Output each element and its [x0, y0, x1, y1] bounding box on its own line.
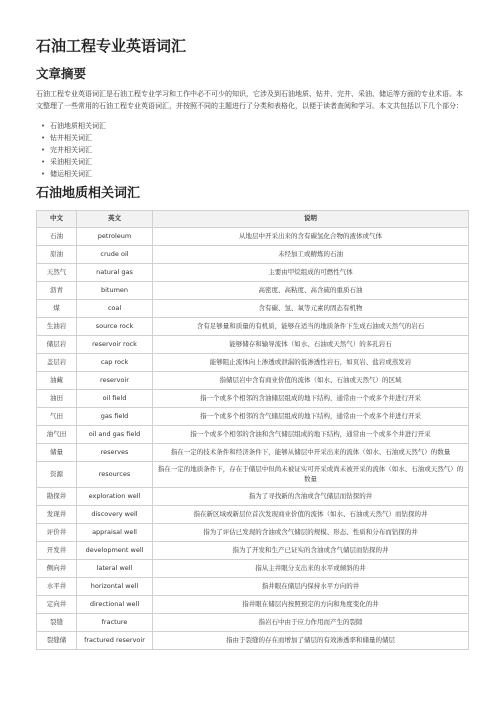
- cell-english: crude oil: [77, 246, 153, 264]
- table-row: [37, 318, 469, 336]
- column-header-english: 英文: [77, 211, 153, 228]
- table-row: [37, 300, 469, 318]
- list-item: • 完井相关词汇: [50, 144, 468, 156]
- table-row: [37, 282, 469, 300]
- cell-description: 指在新区域或新层位首次发现商业价值的流体（如水、石油或天然气）而钻探的井: [153, 506, 469, 524]
- cell-chinese: 气田: [37, 408, 77, 426]
- cell-english: bitumen: [77, 282, 153, 300]
- table-row: [37, 560, 469, 578]
- cell-chinese: 裂缝储: [37, 632, 77, 650]
- cell-chinese: 水平井: [37, 578, 77, 596]
- table-row: [37, 390, 469, 408]
- cell-chinese: 煤: [37, 300, 77, 318]
- cell-description: 含有足够量和质量的有机质，能够在适当的地质条件下生成石油或天然气的岩石: [153, 318, 469, 336]
- cell-description: 指储层岩中含有商业价值的流体（如水、石油或天然气）的区域: [153, 372, 469, 390]
- cell-description: 指一个或多个相邻的含油和含气储层组成的地下结构，通常由一个或多个井进行开采: [153, 426, 469, 444]
- cell-chinese: 原油: [37, 246, 77, 264]
- table-row: [37, 228, 469, 246]
- cell-chinese: 开发井: [37, 542, 77, 560]
- cell-english: directional well: [77, 596, 153, 614]
- cell-english: discovery well: [77, 506, 153, 524]
- cell-chinese: 石油: [37, 228, 77, 246]
- cell-english: fracture: [77, 614, 153, 632]
- cell-chinese: 储量: [37, 444, 77, 462]
- cell-english: reservoir: [77, 372, 153, 390]
- list-item: • 采油相关词汇: [50, 156, 468, 168]
- cell-chinese: 资源: [37, 462, 77, 488]
- cell-chinese: 侧向井: [37, 560, 77, 578]
- list-item: • 钻井相关词汇: [50, 132, 468, 144]
- cell-english: oil field: [77, 390, 153, 408]
- cell-english: source rock: [77, 318, 153, 336]
- table-row: [37, 542, 469, 560]
- cell-english: oil and gas field: [77, 426, 153, 444]
- table-row: [37, 506, 469, 524]
- cell-english: reserves: [77, 444, 153, 462]
- column-header-chinese: 中文: [37, 211, 77, 228]
- cell-description: 能够储存和输导流体（如水、石油或天然气）的多孔岩石: [153, 336, 469, 354]
- table-row: [37, 614, 469, 632]
- parts-list: [36, 120, 468, 180]
- cell-description: 指在一定的技术条件和经济条件下，能够从储层中开采出来的流体（如水、石油或天然气）的数量: [153, 444, 469, 462]
- cell-chinese: 油气田: [37, 426, 77, 444]
- cell-chinese: 天然气: [37, 264, 77, 282]
- table-row: [37, 246, 469, 264]
- table-row: [37, 524, 469, 542]
- cell-english: resources: [77, 462, 153, 488]
- table-row: [37, 426, 469, 444]
- table-row: [37, 264, 469, 282]
- cell-description: 高密度、高粘度、高含硫的重质石油: [153, 282, 469, 300]
- cell-description: 指为了开发和生产已证实的含油或含气储层而钻探的井: [153, 542, 469, 560]
- cell-english: fractured reservoir: [77, 632, 153, 650]
- cell-chinese: 盖层岩: [37, 354, 77, 372]
- cell-description: 指从主井眼分支出来的水平或倾斜的井: [153, 560, 469, 578]
- cell-chinese: 沥青: [37, 282, 77, 300]
- cell-chinese: 油田: [37, 390, 77, 408]
- cell-chinese: 发现井: [37, 506, 77, 524]
- abstract-heading: 文章摘要: [36, 66, 87, 81]
- cell-description: 指一个或多个相邻的含油储层组成的地下结构，通常由一个或多个井进行开采: [153, 390, 469, 408]
- cell-description: 指为了寻找新的含油或含气储层而钻探的井: [153, 488, 469, 506]
- cell-description: 指一个或多个相邻的含气储层组成的地下结构，通常由一个或多个井进行开采: [153, 408, 469, 426]
- table-row: [37, 596, 469, 614]
- list-item: • 石油地质相关词汇: [50, 120, 468, 132]
- cell-description: 从地层中开采出来的含有碳氢化合物的液体或气体: [153, 228, 469, 246]
- table-row: [37, 488, 469, 506]
- cell-english: gas field: [77, 408, 153, 426]
- cell-chinese: 油藏: [37, 372, 77, 390]
- cell-chinese: 定向井: [37, 596, 77, 614]
- cell-description: 指岩石中由于应力作用而产生的裂隙: [153, 614, 469, 632]
- table-row: [37, 336, 469, 354]
- cell-english: petroleum: [77, 228, 153, 246]
- cell-english: natural gas: [77, 264, 153, 282]
- cell-chinese: 评价井: [37, 524, 77, 542]
- cell-description: 含有碳、氢、氧等元素的固态有机物: [153, 300, 469, 318]
- table-row: [37, 354, 469, 372]
- cell-description: 指为了评估已发现的含油或含气储层的规模、形态、性质和分布而钻探的井: [153, 524, 469, 542]
- column-header-description: 说明: [153, 211, 469, 228]
- cell-chinese: 裂缝: [37, 614, 77, 632]
- vocabulary-table: [36, 210, 469, 650]
- cell-description: 未经加工或精炼的石油: [153, 246, 469, 264]
- table-row: [37, 632, 469, 650]
- cell-description: 指井眼在储层内按照预定的方向和角度变化的井: [153, 596, 469, 614]
- list-item: • 储运相关词汇: [50, 168, 468, 180]
- cell-description: 主要由甲烷组成的可燃性气体: [153, 264, 469, 282]
- table-row: [37, 462, 469, 488]
- cell-english: reservoir rock: [77, 336, 153, 354]
- cell-english: horizontal well: [77, 578, 153, 596]
- cell-english: development well: [77, 542, 153, 560]
- document-title: 石油工程专业英语词汇: [36, 37, 187, 55]
- cell-english: exploration well: [77, 488, 153, 506]
- abstract-text: 石油工程专业英语词汇是石油工程专业学习和工作中必不可少的知识，它涉及到石油地质、钻井、完井、采油、储运等方面的专业术语。本文整理了一些常用的石油工程专业英语词汇，并按照不同的主题进行了分类和表格化，以便于读者查阅和学习。本文共包括以下几个部分：: [36, 90, 463, 110]
- table-body: [37, 228, 469, 650]
- cell-english: appraisal well: [77, 524, 153, 542]
- cell-description: 指在一定的地质条件下，存在于储层中但尚未被证实可开采或尚未被开采的流体（如水、石油或天然气）的数量: [153, 462, 469, 488]
- cell-description: 指井眼在储层内保持水平方向的井: [153, 578, 469, 596]
- table-header-row: [37, 211, 469, 228]
- cell-chinese: 储层岩: [37, 336, 77, 354]
- cell-description: 能够阻止流体向上渗透或泄漏的低渗透性岩石，如页岩、盐岩或蒸发岩: [153, 354, 469, 372]
- cell-chinese: 勘探井: [37, 488, 77, 506]
- cell-english: lateral well: [77, 560, 153, 578]
- table-row: [37, 372, 469, 390]
- cell-english: coal: [77, 300, 153, 318]
- table-row: [37, 578, 469, 596]
- cell-chinese: 生油岩: [37, 318, 77, 336]
- section-heading: 石油地质相关词汇: [36, 186, 141, 201]
- table-row: [37, 408, 469, 426]
- table-row: [37, 444, 469, 462]
- cell-description: 指由于裂缝的存在而增加了储层的有效渗透率和储量的储层: [153, 632, 469, 650]
- cell-english: cap rock: [77, 354, 153, 372]
